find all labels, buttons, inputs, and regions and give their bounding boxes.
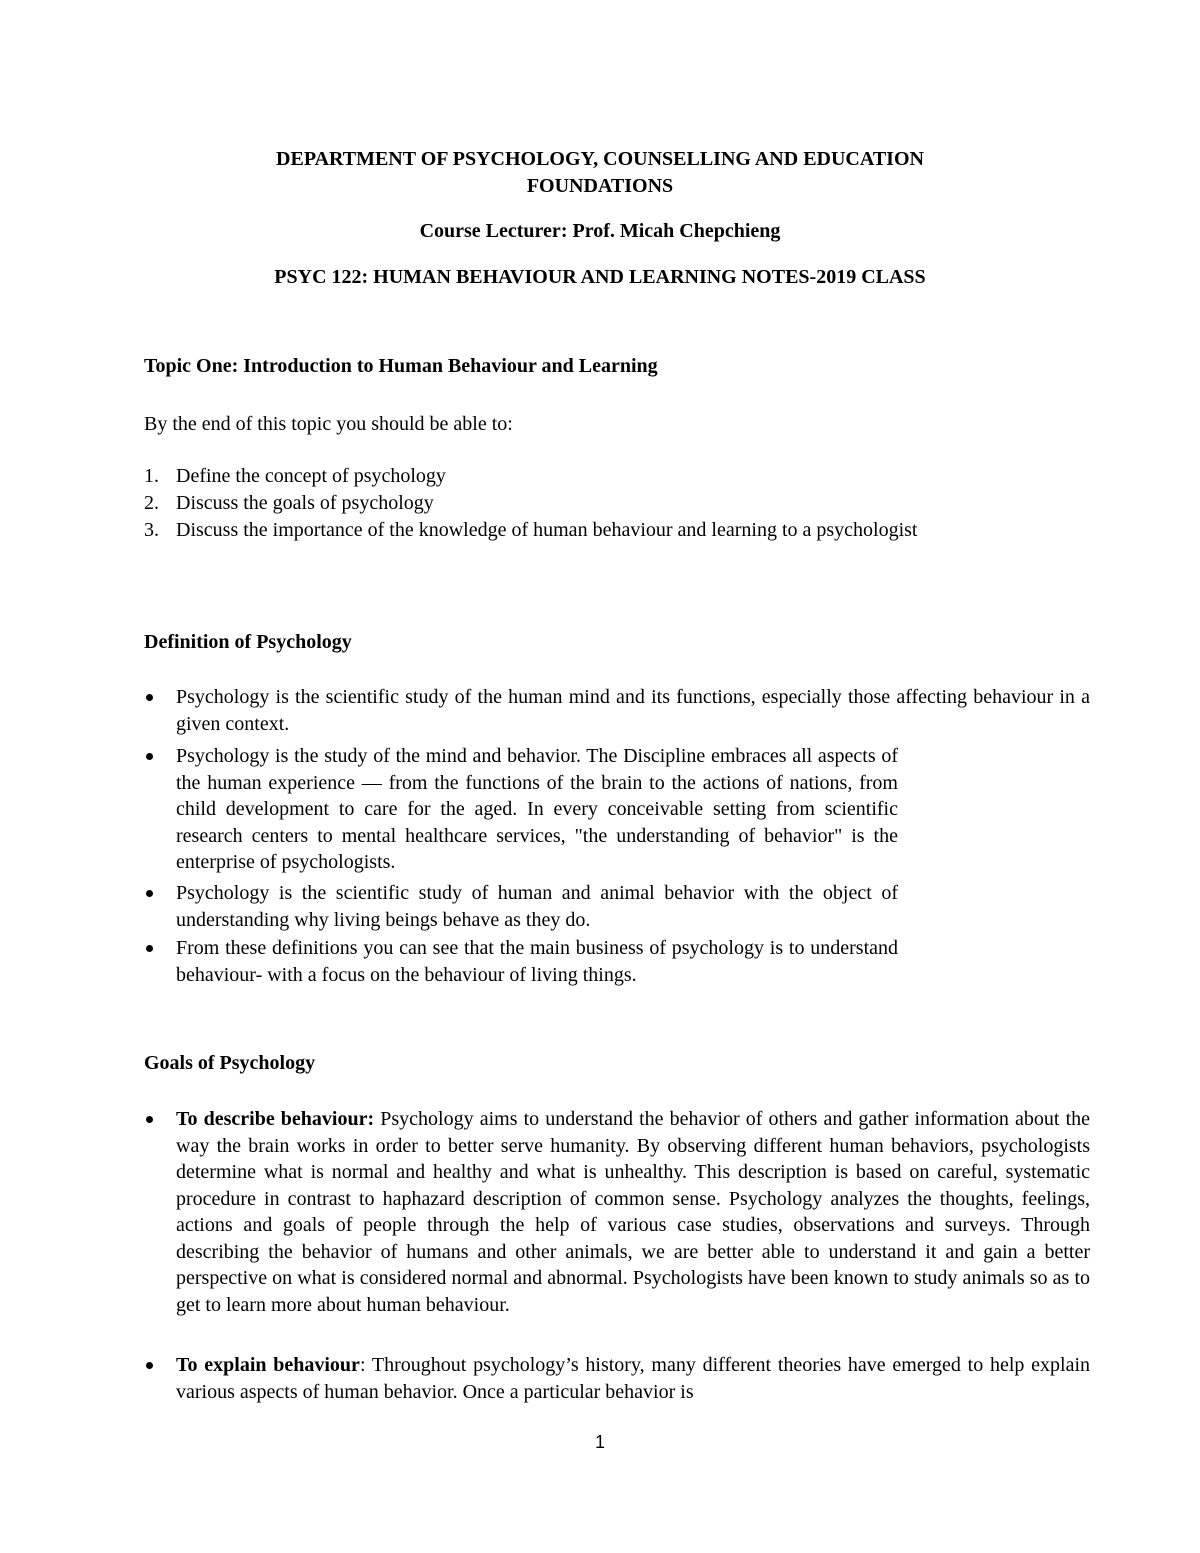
- department-title-line2: FOUNDATIONS: [526, 175, 674, 197]
- goal-bullet-text: [176, 1352, 1090, 1405]
- course-title: PSYC 122: HUMAN BEHAVIOUR AND LEARNING NOTES-2019 CLASS: [274, 266, 926, 288]
- definition-heading: Definition of Psychology: [144, 631, 352, 653]
- goal-description: : Throughout psychology’s history, many different theories have emerged to help explain various aspects of human behavior. Once a particular behavior is: [176, 1354, 1090, 1403]
- definition-bullet-text: Psychology is the scientific study of the human mind and its functions, especially those affecting behaviour in a given context.: [176, 686, 1090, 735]
- objective-number: 1.: [144, 465, 159, 487]
- objective-item: [144, 490, 434, 517]
- department-title-line1: DEPARTMENT OF PSYCHOLOGY, COUNSELLING AND EDUCATION: [276, 148, 924, 170]
- definition-bullet-text: Psychology is the scientific study of human and animal behavior with the object of understanding why living beings behave as they do.: [176, 882, 898, 931]
- objective-number: 3.: [144, 519, 159, 541]
- objective-item: [144, 517, 917, 544]
- goal-bullet-text: [176, 1106, 1090, 1318]
- goal-label: To describe behaviour:: [176, 1108, 375, 1130]
- bullet-dot: [146, 694, 153, 701]
- bullet-dot: [146, 1362, 153, 1369]
- topic-intro: By the end of this topic you should be able to:: [144, 413, 513, 435]
- bullet-dot: [146, 945, 153, 952]
- definition-bullet-text: From these definitions you can see that the main business of psychology is to understand behaviour- with a focus on the behaviour of living things.: [176, 937, 898, 986]
- objective-text: Define the concept of psychology: [176, 465, 446, 487]
- goal-label: To explain behaviour: [176, 1354, 360, 1376]
- definition-bullet-text: Psychology is the study of the mind and behavior. The Discipline embraces all aspects of the human experience — from the functions of the brain to the actions of nations, from child development to care for the aged. In every conceivable setting from scientific research centers to mental healthcare services, "the understanding of behavior" is the enterprise of psychologists.: [176, 745, 898, 873]
- goals-heading: Goals of Psychology: [144, 1052, 316, 1074]
- objective-text: Discuss the importance of the knowledge of human behaviour and learning to a psychologist: [176, 519, 918, 541]
- course-lecturer: Course Lecturer: Prof. Micah Chepchieng: [419, 220, 781, 242]
- bullet-dot: [146, 890, 153, 897]
- topic-heading: Topic One: Introduction to Human Behaviour and Learning: [144, 355, 658, 377]
- objective-number: 2.: [144, 492, 159, 514]
- goal-description: Psychology aims to understand the behavior of others and gather information about the way the brain works in order to better serve humanity. By observing different human behaviors, psychologists determine what is normal and healthy and what is unhealthy. This description is based on careful, systematic procedure in contrast to haphazard description of common sense. Psychology analyzes the thoughts, feelings, actions and goals of people through the help of various case studies, observations and surveys. Through describing the behavior of humans and other animals, we are better able to understand it and gain a better perspective on what is considered normal and abnormal. Psychologists have been known to study animals so as to get to learn more about human behaviour.: [176, 1108, 1091, 1316]
- objective-text: Discuss the goals of psychology: [176, 492, 434, 514]
- bullet-dot: [146, 1116, 153, 1123]
- bullet-dot: [146, 753, 153, 760]
- page-number: 1: [594, 1432, 605, 1452]
- objective-item: [144, 463, 446, 490]
